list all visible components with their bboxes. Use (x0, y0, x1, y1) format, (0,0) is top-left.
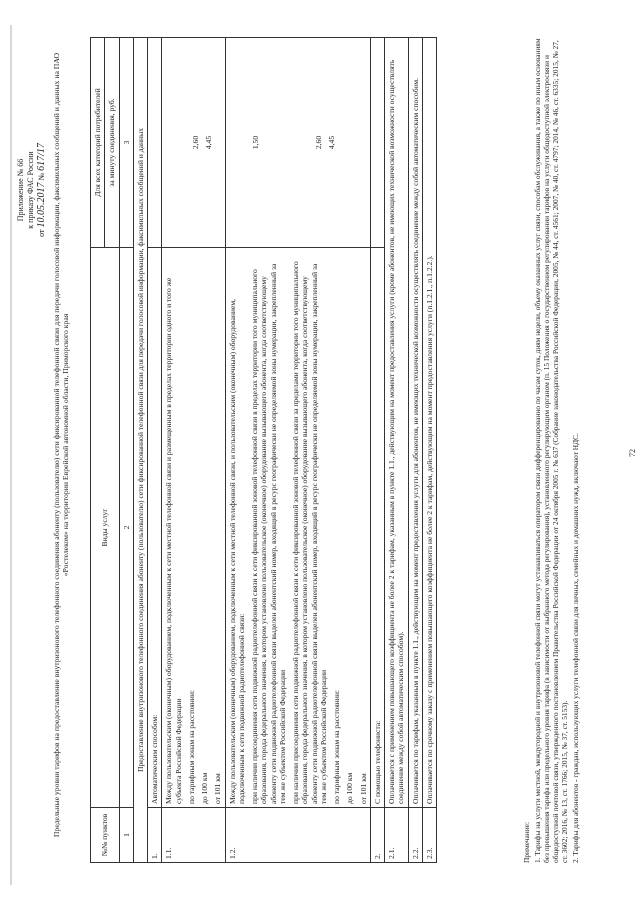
notes-block (520, 38, 582, 863)
header-num: №№ пунктов (91, 808, 120, 863)
section-row (133, 38, 147, 863)
price-value: 4,45 (327, 135, 337, 150)
appendix-date: 10.05.2017 (35, 182, 47, 228)
appendix-date-line: от 10.05.2017 № 617/17 (35, 143, 47, 237)
header-row (91, 38, 105, 863)
header-all-users: Для всех категорий потребителей (91, 38, 105, 248)
table-row: 1.1. Между пользовательским (оконечным) оборудованием, подключенным к сети местной телефонной связи и размещенным в пределах территории одного и того же субъекта Российской Федерации по тарифным зонам на расстоянии: до 100 км от 101 км 2,60 4,45 (162, 38, 225, 863)
note-1: 1. Тарифы на услуги местной, междугородной и внутризоновой телефонной связи могут устанавливаться оператором связи дифференцированно по часам суток, дням недели, объему оказанных услуг связи, способам обслуживания, а также по иным основаниям без превышения тарифа или предельного уровня тарифа (в зависимости от выбранного метода регулирования), установленного регулирующим органом (п. 15 Положения о государственном регулировании тарифов на услуги общедоступной электросвязи и общедоступной почтовой связи, утвержденного постановлением Правительства Российской Федерации от 24 октября 2005 г. № 637 (Собрание законодательства Российской Федерации, 2005, № 44, ст. 4561; 2007, № 40, ст. 4797; 2014, № 46, ст. 6335; 2015, № 27, ст. 3602; 2016, № 13, ст. 1766; 2015, № 37, ст. 5153). (533, 38, 570, 863)
page-number: 72 (628, 449, 637, 457)
price-value: 2,60 (314, 135, 323, 150)
appendix-line2: к приказу ФАС России (25, 151, 35, 229)
appendix-header (16, 40, 48, 340)
table-row: 2.1. Оплачивается с применением повышающего коэффициента не более 2 к тарифам, указанным в пункте 1.1., действующим на момент предоставления услуги (кроме абонентов, не имеющих технической возможности осуществлять соединение между собой автоматическим способом). (385, 38, 409, 863)
table-row: 2.2. Оплачивается по тарифам, указанным в пункте 1.1., действующим на момент предоставления услуги для абонентов, не имеющих технической возможности осуществлять соединение между собой автоматическим способом. (408, 38, 422, 863)
price-value: 4,45 (204, 135, 213, 150)
note-2: 2. Тарифы для абонентов - граждан, использующих услуги телефонной связи для личных, семейных и домашних нужд, включают НДС. (571, 433, 581, 863)
appendix-number: 617/17 (35, 143, 47, 171)
header-service: Виды услуг (91, 248, 120, 808)
notes-heading: Примечание: (522, 821, 531, 863)
table-row: 2.3. Оплачивается по срочному заказу с применением повышающего коэффициента не более 2 к тарифам, действующим на момент предоставления услуги (п.1.2.1., п.1.2.2.). (422, 38, 436, 863)
table-row: 2. С помощью телефониста: (370, 38, 384, 863)
price-value: 1,50 (250, 135, 260, 150)
table-row: 1.2. Между пользовательским (оконечным) оборудованием, подключенным к сети местной телефонной связи, и пользовательским (оконечным) оборудованием, подключенным к сети подвижной радиотелефонной связи: при наличии присоединения сети подвижной радиотелефонной связи к сети фиксированной зоновой телефонной связи в пределах территории того муниципального образования, города федерального значения, в котором установлено пользовательское (оконечное) оборудование вызывающего абонента, когда соответствующему абоненту сети подвижной радиотелефонной связи выделен абонентский номер, входящий в ресурс географически не определяемой зоны нумерации, закрепленный за тем же субъектом Российской Федерации при наличии присоединения сети подвижной радиотелефонной связи к сети фиксированной зоновой телефонной связи за пределами территории того муниципального образования, города федерального значения, в котором установлено пользовательское (оконечное) оборудование вызывающего абонента, когда соответствующему абоненту сети подвижной радиотелефонной связи выделен абонентский номер, входящий в ресурс географически не определяемой зоны нумерации, закрепленный за тем же субъектом Российской Федерации по тарифным зонам на расстоянии: до 100 км от 101 км 1,50 2,60 4,45 (225, 38, 370, 863)
table-row: 1. Автоматическим способом: (148, 38, 162, 863)
scan-edge-line (10, 25, 12, 885)
header-unit: за минуту соединения, руб. (105, 38, 119, 248)
price-value: 2,60 (190, 135, 200, 150)
column-number-row: 1 2 3 (119, 38, 133, 863)
document-title: Предельные уровни тарифов на предоставление внутризонового телефонного соединения абоненту (пользователю) сети фиксированной телефонной связи для передачи голосовой информации, факсимильных сообщений и данных на ПАО «Ростелеком» на территории Еврейской автономной области, Приморского края (52, 52, 71, 838)
appendix-line1: Приложение № 66 (16, 158, 25, 222)
tariff-table (90, 37, 437, 863)
section-title: Предоставление внутризонового телефонного соединения абоненту (пользователю) сети фиксированной телефонной связи для передачи голосовой информации, факсимильных сообщений и данных (133, 38, 147, 863)
